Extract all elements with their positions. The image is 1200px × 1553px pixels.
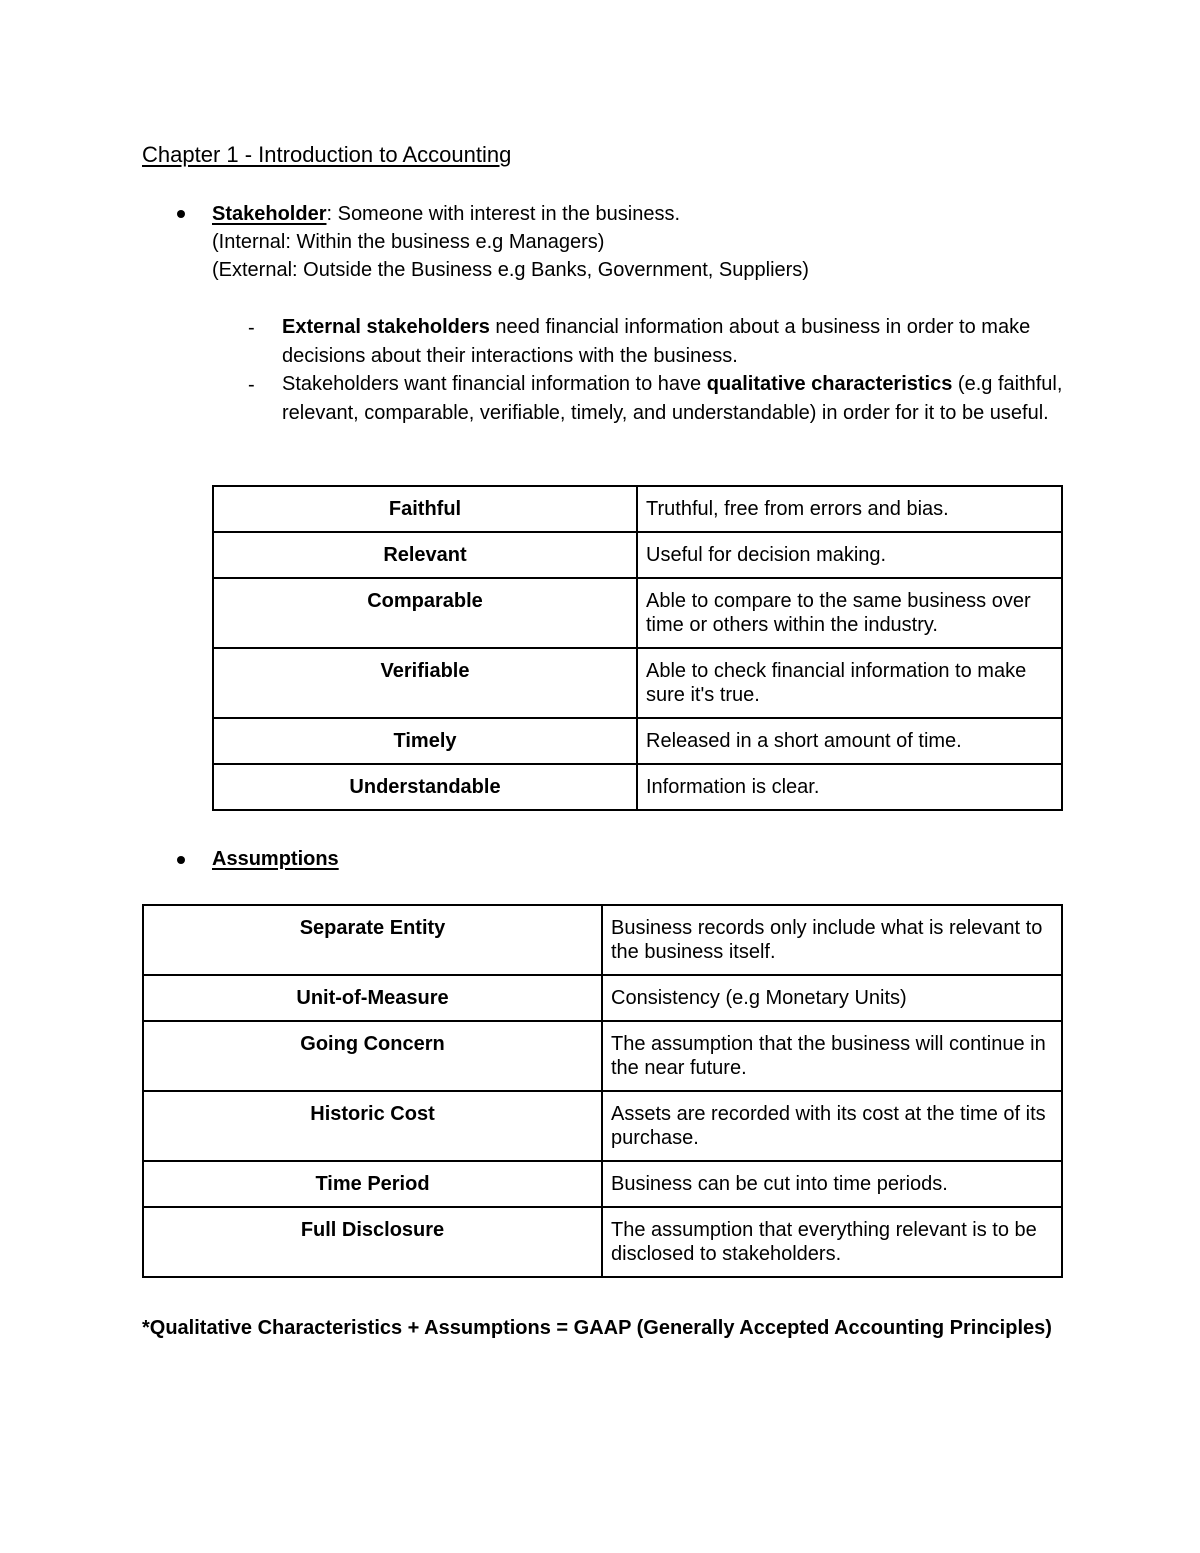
stakeholder-external: (External: Outside the Business e.g Banks, Government, Suppliers) xyxy=(212,259,809,281)
description-cell: Truthful, free from errors and bias. xyxy=(637,486,1062,532)
point-1-text: need financial information about a business in order to make decisions about their interactions with the business. xyxy=(282,316,1031,367)
bullet-stakeholder-icon xyxy=(177,210,185,218)
qualitative-characteristics-table xyxy=(212,485,1063,811)
term-cell: Understandable xyxy=(213,764,637,810)
table-row xyxy=(213,532,1062,578)
description-cell: The assumption that the business will continue in the near future. xyxy=(602,1021,1062,1091)
table-row xyxy=(143,905,1062,975)
table-row xyxy=(143,975,1062,1021)
description-cell: The assumption that everything relevant is to be disclosed to stakeholders. xyxy=(602,1207,1062,1277)
bullet-assumptions-icon xyxy=(177,856,185,864)
term-cell: Relevant xyxy=(213,532,637,578)
table-row xyxy=(143,1161,1062,1207)
term-cell: Time Period xyxy=(143,1161,602,1207)
assumptions-heading xyxy=(212,845,339,873)
stakeholder-term: Stakeholder xyxy=(212,203,327,225)
description-cell: Able to check financial information to make sure it's true. xyxy=(637,648,1062,718)
dash-marker: - xyxy=(248,317,255,339)
stakeholder-definition xyxy=(212,200,680,228)
description-cell: Information is clear. xyxy=(637,764,1062,810)
term-cell: Verifiable xyxy=(213,648,637,718)
table-row xyxy=(213,578,1062,648)
assumptions-heading-text: Assumptions xyxy=(212,848,339,870)
point-1-bold: External stakeholders xyxy=(282,316,490,338)
description-cell: Assets are recorded with its cost at the time of its purchase. xyxy=(602,1091,1062,1161)
point-2-bold: qualitative characteristics xyxy=(706,373,953,395)
description-cell: Released in a short amount of time. xyxy=(637,718,1062,764)
point-qualitative-characteristics xyxy=(282,370,1072,427)
page-title: Chapter 1 - Introduction to Accounting xyxy=(142,142,512,167)
description-cell: Able to compare to the same business over time or others within the industry. xyxy=(637,578,1062,648)
description-cell: Useful for decision making. xyxy=(637,532,1062,578)
term-cell: Unit-of-Measure xyxy=(143,975,602,1021)
description-cell: Consistency (e.g Monetary Units) xyxy=(602,975,1062,1021)
gaap-note: *Qualitative Characteristics + Assumptions = GAAP (Generally Accepted Accounting Principles) xyxy=(142,1317,1052,1339)
table-row xyxy=(143,1207,1062,1277)
stakeholder-definition-text: : Someone with interest in the business. xyxy=(326,203,681,225)
point-2-text: (e.g faithful, relevant, comparable, verifiable, timely, and understandable) in order for it to be useful. xyxy=(282,373,1063,424)
term-cell: Historic Cost xyxy=(143,1091,602,1161)
stakeholder-internal: (Internal: Within the business e.g Managers) xyxy=(212,231,605,253)
table-row xyxy=(213,718,1062,764)
point-external-stakeholders xyxy=(282,313,1072,370)
point-2-start: Stakeholders want financial information to have xyxy=(282,373,707,395)
table-row xyxy=(143,1091,1062,1161)
description-cell: Business records only include what is relevant to the business itself. xyxy=(602,905,1062,975)
dash-marker: - xyxy=(248,374,255,396)
description-cell: Business can be cut into time periods. xyxy=(602,1161,1062,1207)
table-row xyxy=(213,486,1062,532)
table-row xyxy=(213,764,1062,810)
term-cell: Going Concern xyxy=(143,1021,602,1091)
table-row xyxy=(213,648,1062,718)
term-cell: Separate Entity xyxy=(143,905,602,975)
assumptions-table xyxy=(142,904,1063,1278)
term-cell: Full Disclosure xyxy=(143,1207,602,1277)
term-cell: Comparable xyxy=(213,578,637,648)
term-cell: Timely xyxy=(213,718,637,764)
term-cell: Faithful xyxy=(213,486,637,532)
table-row xyxy=(143,1021,1062,1091)
